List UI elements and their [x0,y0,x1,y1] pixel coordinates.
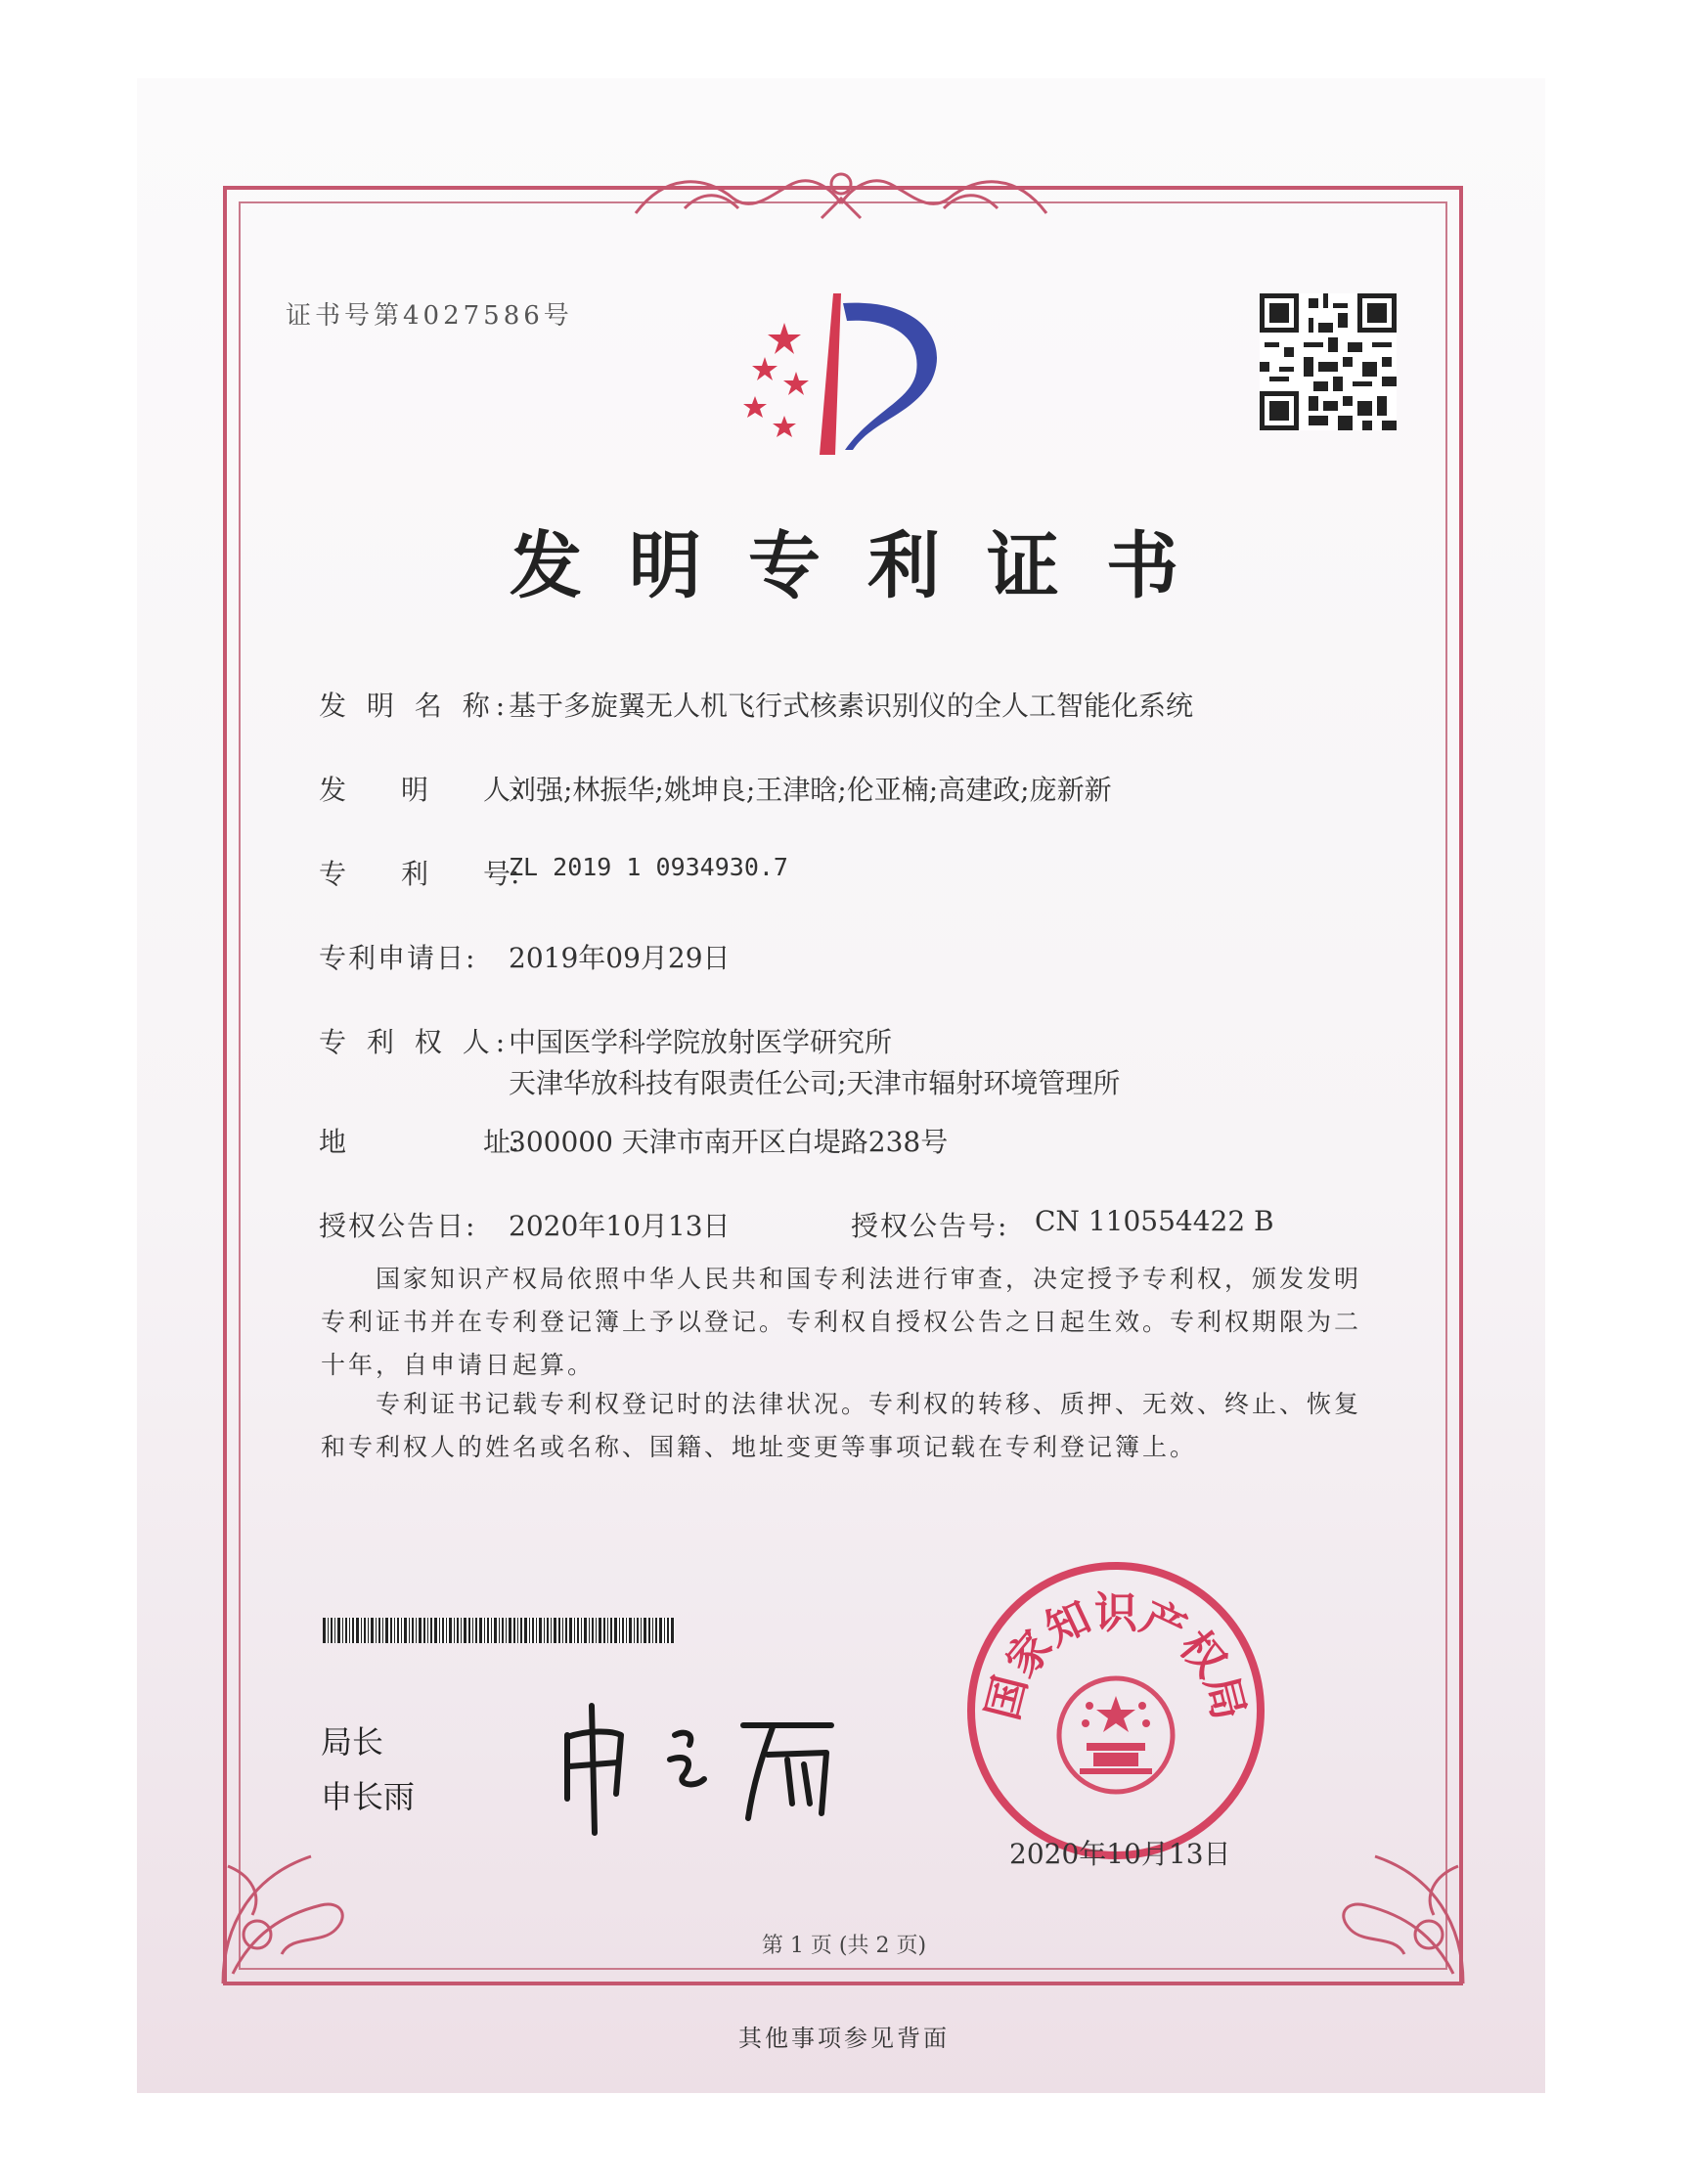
patentee-value-line2: 天津华放科技有限责任公司;天津市辐射环境管理所 [509,1067,1121,1099]
address-value: 300000 天津市南开区白堤路238号 [509,1126,949,1158]
patentee-label: 专 利 权 人: [319,1026,511,1058]
application-date-value: 2019年09月29日 [509,942,731,974]
inventor-label: 发 明 人: [319,774,520,806]
body-paragraph-2: 专利证书记载专利权登记时的法律状况。专利权的转移、质押、无效、终止、恢复和专利权人的姓名或名称、国籍、地址变更等事项记载在专利登记簿上。 [321,1390,1362,1461]
invention-name-label: 发 明 名 称: [319,690,511,722]
certificate-number: 证书号第4027586号 [286,301,573,331]
page-indicator: 第 1 页 (共 2 页) [761,1934,927,1958]
grant-date-label: 授权公告日: [319,1210,477,1242]
qr-code-icon [1260,293,1397,430]
bottom-right-ornament-icon [1326,1837,1473,1993]
official-seal-icon [964,1559,1267,1862]
grant-number-label: 授权公告号: [851,1210,1009,1242]
invention-name-value: 基于多旋翼无人机飞行式核素识别仪的全人工智能化系统 [509,690,1194,722]
grant-date-value: 2020年10月13日 [509,1210,731,1242]
inventor-value: 刘强;林振华;姚坤良;王津晗;伦亚楠;高建政;庞新新 [509,774,1112,806]
grant-number-value: CN 110554422 B [1035,1205,1274,1237]
bottom-left-ornament-icon [213,1837,360,1993]
patentee-value-line1: 中国医学科学院放射医学研究所 [509,1026,893,1058]
top-ornament-icon [626,155,1056,233]
certificate-title: 发明专利证书 [510,524,1225,608]
patent-number-label: 专 利 号: [319,858,520,890]
back-note: 其他事项参见背面 [738,2025,950,2052]
seal-text: 国家知识产权局 [977,1588,1255,1725]
body-paragraph-1: 国家知识产权局依照中华人民共和国专利法进行审查，决定授予专利权，颁发发明专利证书并在专利登记簿上予以登记。专利权自授权公告之日起生效。专利权期限为二十年，自申请日起算。 [321,1265,1362,1379]
director-name: 申长雨 [321,1778,416,1815]
patent-number-value: ZL 2019 1 0934930.7 [509,853,788,881]
application-date-label: 专利申请日: [319,942,477,974]
director-title: 局长 [321,1723,384,1761]
barcode-icon [323,1618,675,1643]
seal-date: 2020年10月13日 [1009,1838,1231,1870]
handwritten-signature-icon [548,1686,861,1843]
patent-office-logo-icon [726,284,960,460]
address-label: 地 址: [319,1126,520,1158]
